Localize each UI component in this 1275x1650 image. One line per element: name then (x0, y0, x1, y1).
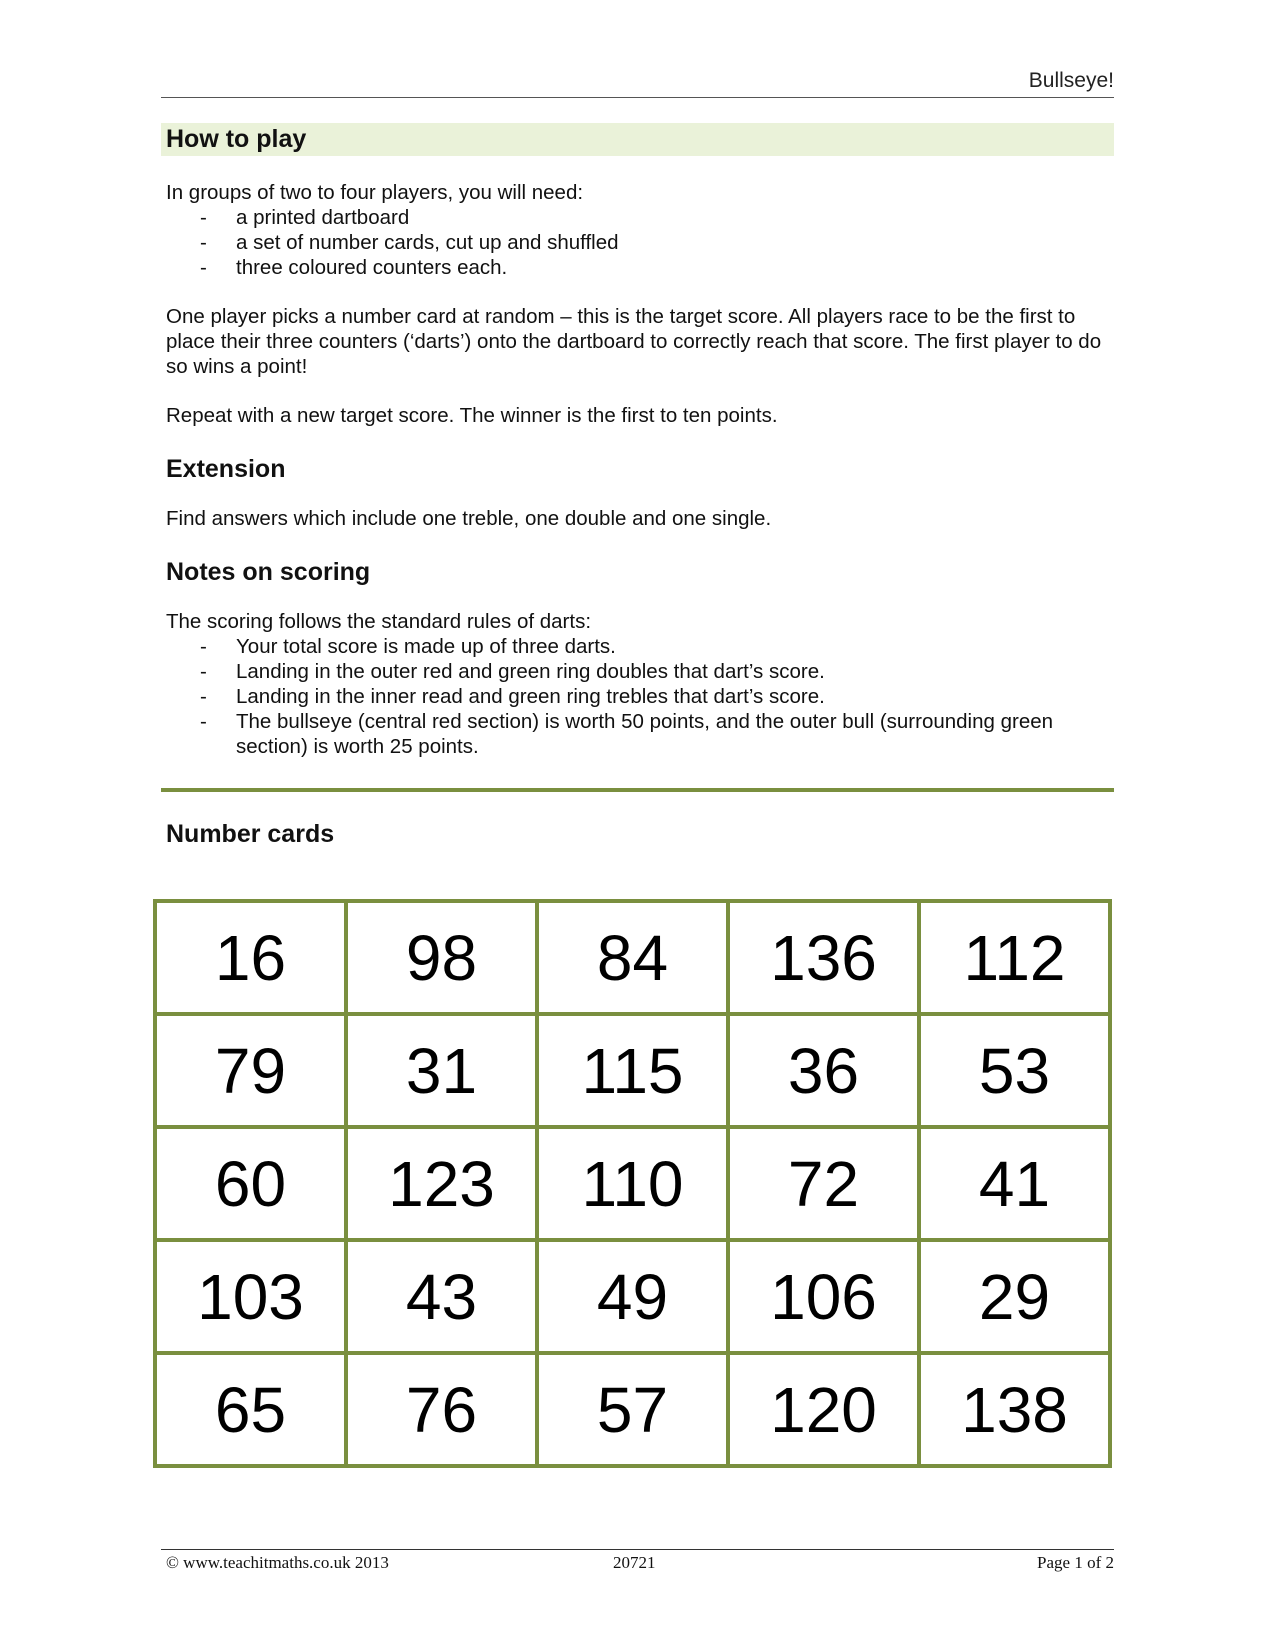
number-card: 112 (919, 901, 1110, 1014)
number-card: 138 (919, 1353, 1110, 1466)
section-band-how-to-play (161, 123, 1114, 156)
number-card: 79 (155, 1014, 346, 1127)
number-card: 106 (728, 1240, 919, 1353)
number-cards-grid (153, 899, 1112, 1468)
table-row (155, 1127, 1110, 1240)
list-item-text: three coloured counters each. (236, 256, 508, 279)
number-card: 41 (919, 1127, 1110, 1240)
list-item-text: Landing in the outer red and green ring doubles that dart’s score. (236, 660, 825, 683)
number-card: 98 (346, 901, 537, 1014)
number-card: 110 (537, 1127, 728, 1240)
table-row (155, 1014, 1110, 1127)
list-item (166, 230, 1114, 255)
number-card: 53 (919, 1014, 1110, 1127)
list-dash: - (200, 660, 207, 683)
number-card: 60 (155, 1127, 346, 1240)
number-cards-heading: Number cards (166, 820, 335, 848)
number-card: 49 (537, 1240, 728, 1353)
section-divider (161, 788, 1114, 792)
table-row (155, 1353, 1110, 1466)
number-card: 72 (728, 1127, 919, 1240)
number-card: 136 (728, 901, 919, 1014)
list-item (166, 659, 1114, 684)
list-dash: - (200, 635, 207, 658)
list-dash: - (200, 231, 207, 254)
number-card: 36 (728, 1014, 919, 1127)
list-dash: - (200, 256, 207, 279)
extension-text: Find answers which include one treble, one double and one single. (166, 507, 772, 530)
footer-resource-code: 20721 (613, 1553, 656, 1572)
document-title: Bullseye! (1028, 69, 1114, 92)
list-item (166, 255, 1114, 280)
number-card: 123 (346, 1127, 537, 1240)
footer-divider (161, 1549, 1114, 1550)
list-item (166, 205, 1114, 230)
table-row (155, 901, 1110, 1014)
instructions-body (166, 180, 1114, 759)
list-item-text: Landing in the inner read and green ring trebles that dart’s score. (236, 685, 825, 708)
number-card: 16 (155, 901, 346, 1014)
list-dash: - (200, 685, 207, 708)
number-card: 120 (728, 1353, 919, 1466)
number-card: 31 (346, 1014, 537, 1127)
list-item-text: The bullseye (central red section) is worth 50 points, and the outer bull (surrounding green section) is worth 25 points. (236, 710, 1054, 758)
number-card: 76 (346, 1353, 537, 1466)
number-card: 84 (537, 901, 728, 1014)
how-to-play-heading: How to play (166, 125, 307, 153)
header-divider (161, 97, 1114, 98)
rules-paragraph: One player picks a number card at random – this is the target score. All players race to be the first to place their three counters (‘darts’) onto the dartboard to correctly reach that score. The first player to do so wins a point! (166, 305, 1102, 378)
footer-copyright: © www.teachitmaths.co.uk 2013 (166, 1553, 389, 1572)
number-card: 57 (537, 1353, 728, 1466)
list-item-text: a printed dartboard (236, 206, 410, 229)
number-card: 43 (346, 1240, 537, 1353)
number-card: 65 (155, 1353, 346, 1466)
number-card: 115 (537, 1014, 728, 1127)
list-item-text: Your total score is made up of three darts. (236, 635, 616, 658)
scoring-intro: The scoring follows the standard rules of darts: (166, 610, 592, 633)
list-item (166, 684, 1114, 709)
number-card: 103 (155, 1240, 346, 1353)
list-dash: - (200, 710, 207, 733)
repeat-paragraph: Repeat with a new target score. The winner is the first to ten points. (166, 404, 778, 427)
footer-page-number: Page 1 of 2 (1037, 1553, 1114, 1572)
extension-heading: Extension (166, 455, 286, 483)
scoring-heading: Notes on scoring (166, 558, 371, 586)
number-card: 29 (919, 1240, 1110, 1353)
table-row (155, 1240, 1110, 1353)
list-dash: - (200, 206, 207, 229)
list-item (166, 634, 1114, 659)
list-item (166, 709, 1114, 759)
materials-list (166, 205, 1114, 280)
scoring-list (166, 634, 1114, 759)
list-item-text: a set of number cards, cut up and shuffled (236, 231, 619, 254)
how-to-play-intro: In groups of two to four players, you will need: (166, 181, 584, 204)
